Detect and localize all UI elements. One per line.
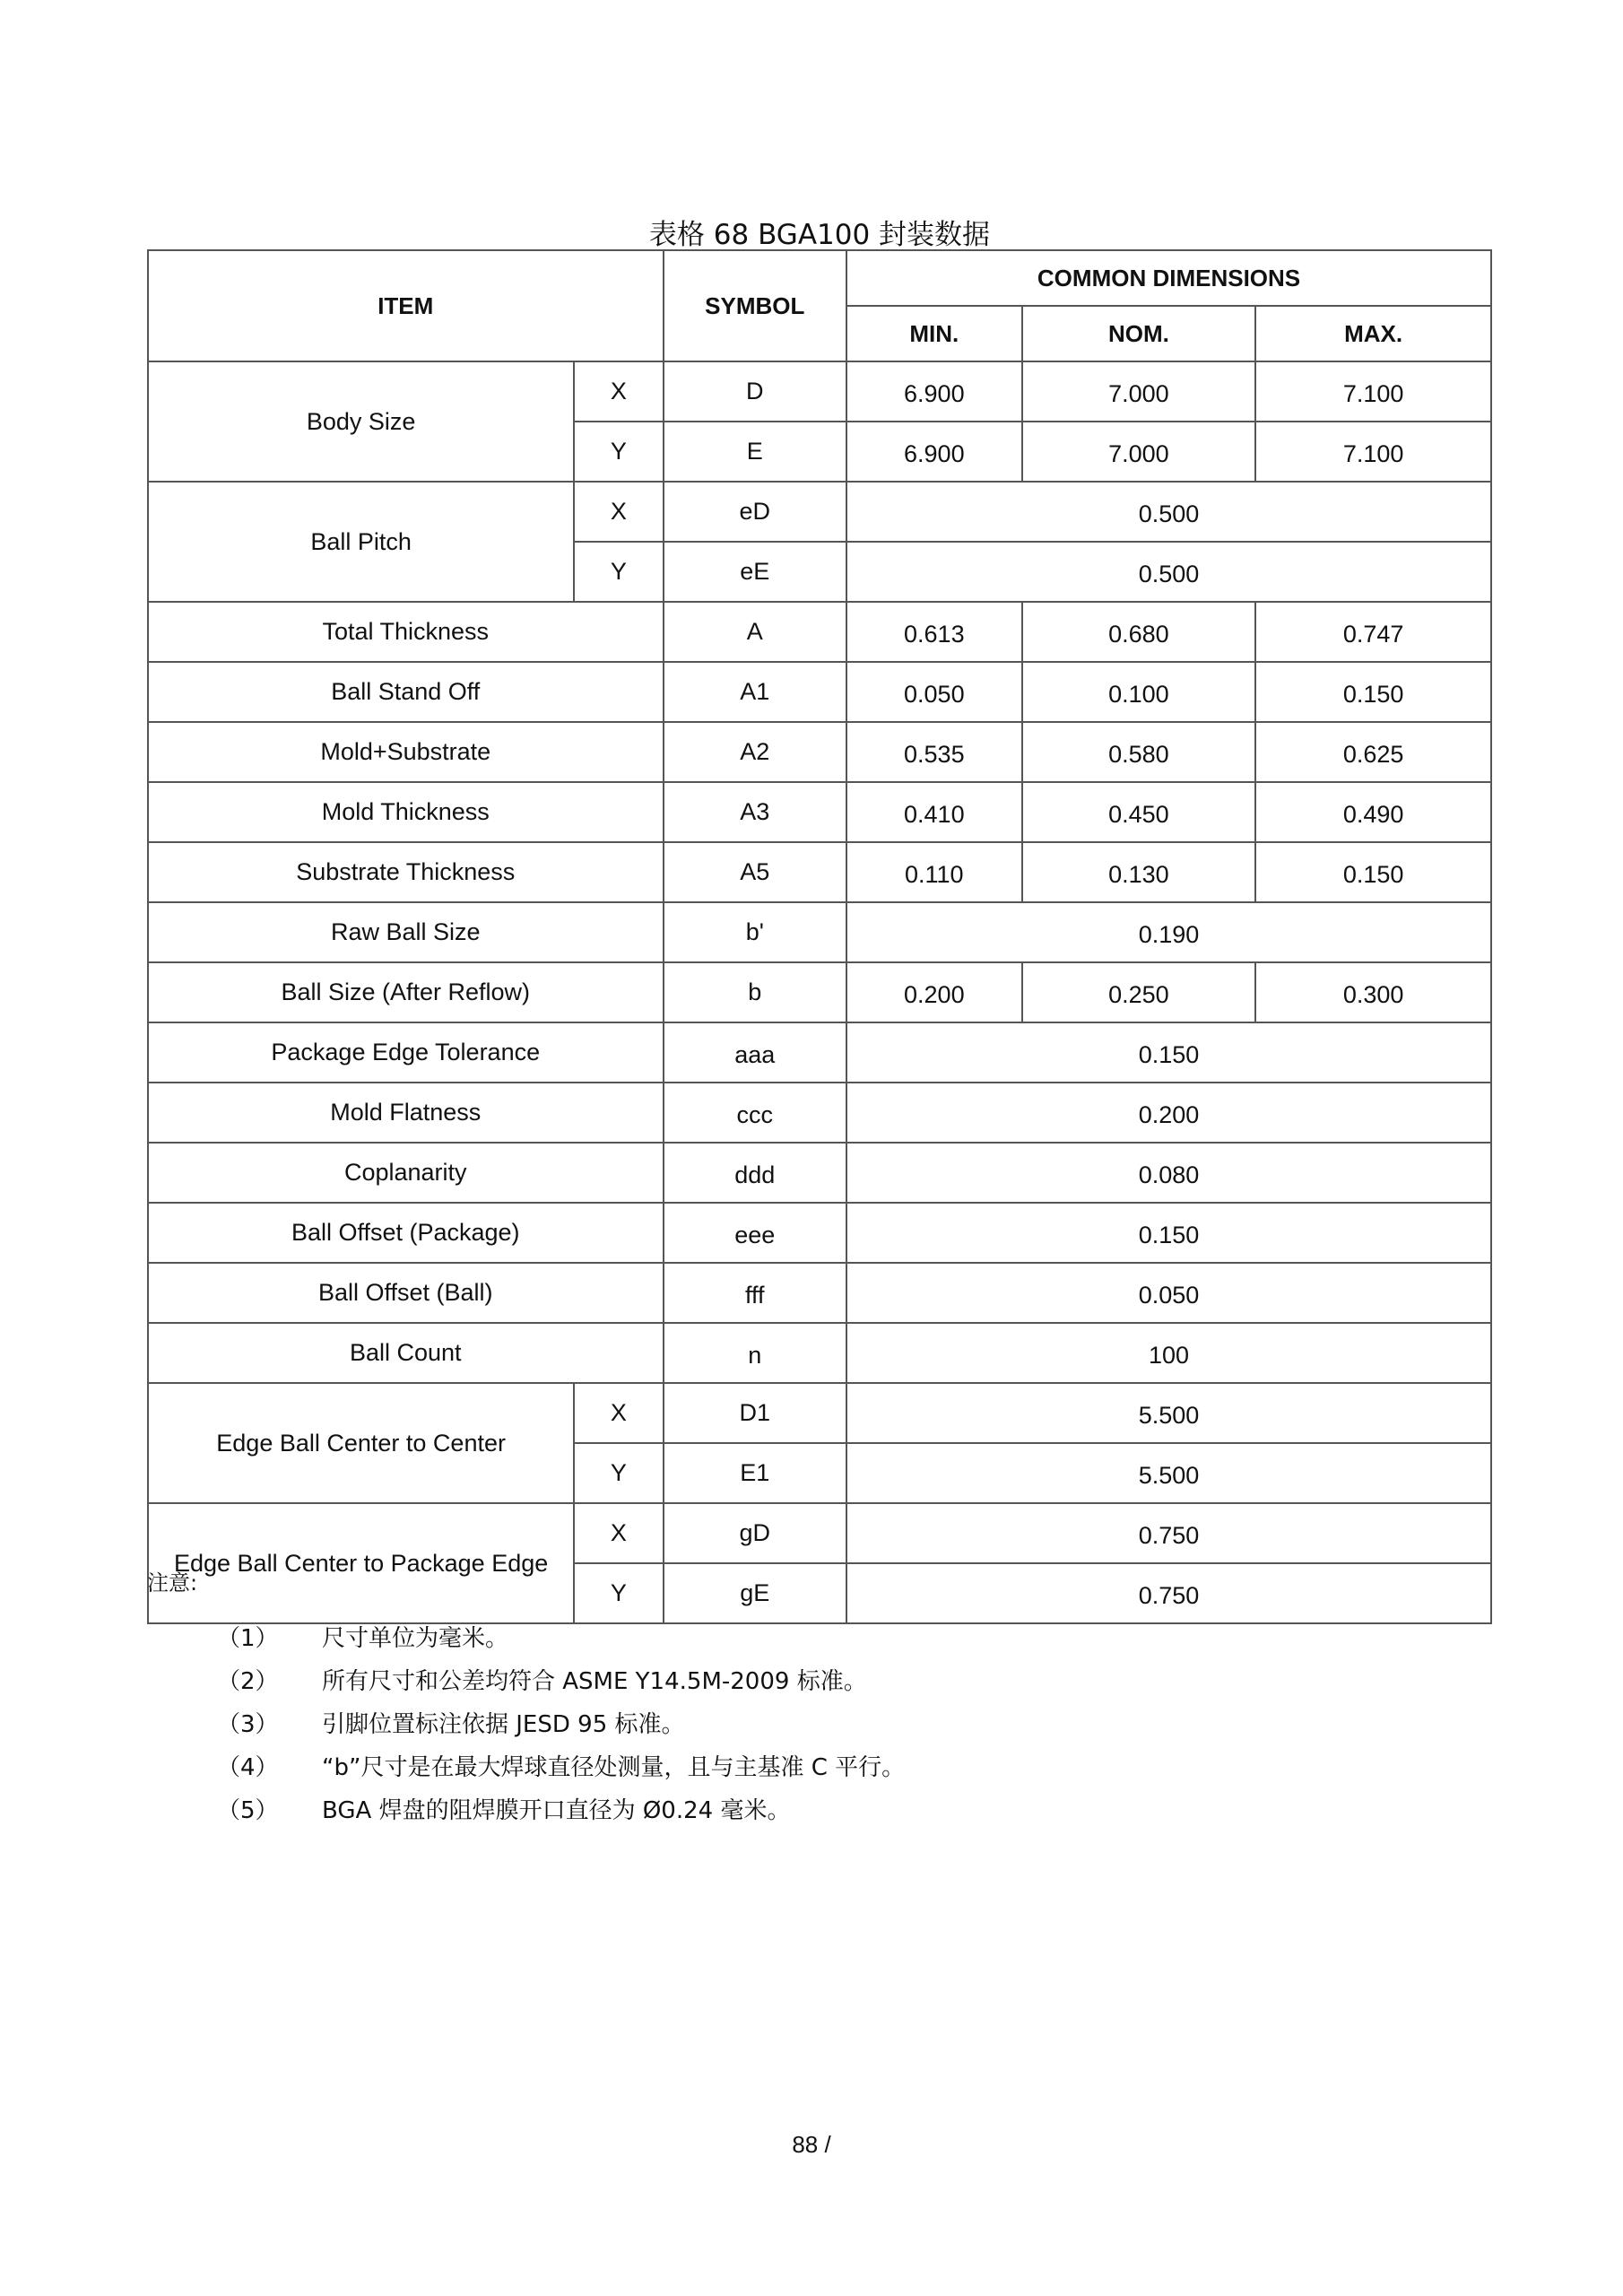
axis-cell: X — [574, 1383, 663, 1443]
symbol-cell: A3 — [664, 782, 847, 842]
axis-cell: X — [574, 1503, 663, 1563]
header-item: ITEM — [148, 250, 664, 361]
max-cell: 7.100 — [1255, 361, 1491, 422]
value-cell: 100 — [846, 1323, 1491, 1383]
table-row — [148, 1503, 1491, 1563]
item-cell: Ball Size (After Reflow) — [148, 962, 664, 1022]
symbol-cell: A1 — [664, 662, 847, 722]
table-row — [148, 482, 1491, 542]
axis-cell: X — [574, 361, 663, 422]
item-cell: Mold+Substrate — [148, 722, 664, 782]
symbol-cell: D1 — [664, 1383, 847, 1443]
max-cell: 0.300 — [1255, 962, 1491, 1022]
table-row — [148, 1323, 1491, 1383]
axis-cell: Y — [574, 422, 663, 482]
table-row — [148, 1383, 1491, 1443]
item-cell: Ball Offset (Package) — [148, 1203, 664, 1263]
note-item — [147, 1787, 905, 1830]
table-row — [148, 1083, 1491, 1143]
table-caption: 表格 68 BGA100 封装数据 — [648, 219, 991, 251]
axis-cell: Y — [574, 1443, 663, 1503]
nom-cell: 7.000 — [1022, 361, 1256, 422]
axis-cell: X — [574, 482, 663, 542]
max-cell: 0.490 — [1255, 782, 1491, 842]
item-cell: Mold Thickness — [148, 782, 664, 842]
table-row — [148, 1263, 1491, 1323]
table-row — [148, 602, 1491, 662]
symbol-cell: b' — [664, 902, 847, 962]
note-text: 所有尺寸和公差均符合 ASME Y14.5M-2009 标准。 — [322, 1667, 867, 1695]
symbol-cell: b — [664, 962, 847, 1022]
value-cell: 0.500 — [846, 542, 1491, 602]
value-cell: 0.750 — [846, 1563, 1491, 1623]
max-cell: 0.747 — [1255, 602, 1491, 662]
page-number: 88 / — [792, 2131, 831, 2158]
note-item — [147, 1614, 905, 1657]
min-cell: 0.410 — [846, 782, 1022, 842]
min-cell: 6.900 — [846, 361, 1022, 422]
note-number: （1） — [217, 1624, 279, 1652]
symbol-cell: ddd — [664, 1143, 847, 1203]
item-cell: Package Edge Tolerance — [148, 1022, 664, 1083]
table-row — [148, 1143, 1491, 1203]
symbol-cell: n — [664, 1323, 847, 1383]
nom-cell: 0.250 — [1022, 962, 1256, 1022]
value-cell: 0.200 — [846, 1083, 1491, 1143]
note-number: （4） — [217, 1753, 279, 1781]
symbol-cell: eE — [664, 542, 847, 602]
symbol-cell: A2 — [664, 722, 847, 782]
max-cell: 0.625 — [1255, 722, 1491, 782]
symbol-cell: eee — [664, 1203, 847, 1263]
header-min: MIN. — [846, 306, 1022, 361]
max-cell: 0.150 — [1255, 662, 1491, 722]
symbol-cell: ccc — [664, 1083, 847, 1143]
note-number: （3） — [217, 1710, 279, 1738]
symbol-cell: gE — [664, 1563, 847, 1623]
header-common-dimensions: COMMON DIMENSIONS — [846, 250, 1491, 306]
max-cell: 0.150 — [1255, 842, 1491, 902]
nom-cell: 0.130 — [1022, 842, 1256, 902]
min-cell: 0.535 — [846, 722, 1022, 782]
item-cell: Total Thickness — [148, 602, 664, 662]
value-cell: 0.750 — [846, 1503, 1491, 1563]
value-cell: 0.500 — [846, 482, 1491, 542]
note-item — [147, 1700, 905, 1744]
max-cell: 7.100 — [1255, 422, 1491, 482]
note-text: 尺寸单位为毫米。 — [322, 1624, 509, 1652]
symbol-cell: aaa — [664, 1022, 847, 1083]
value-cell: 0.080 — [846, 1143, 1491, 1203]
symbol-cell: eD — [664, 482, 847, 542]
item-cell: Ball Offset (Ball) — [148, 1263, 664, 1323]
note-number: （5） — [217, 1796, 279, 1824]
header-nom: NOM. — [1022, 306, 1256, 361]
value-cell: 5.500 — [846, 1383, 1491, 1443]
note-text: 引脚位置标注依据 JESD 95 标准。 — [322, 1710, 685, 1738]
header-max: MAX. — [1255, 306, 1491, 361]
note-item — [147, 1657, 905, 1700]
table-row — [148, 722, 1491, 782]
value-cell: 0.150 — [846, 1022, 1491, 1083]
table-row — [148, 1022, 1491, 1083]
header-symbol: SYMBOL — [664, 250, 847, 361]
min-cell: 0.110 — [846, 842, 1022, 902]
symbol-cell: E1 — [664, 1443, 847, 1503]
item-cell: Edge Ball Center to Package Edge — [148, 1503, 574, 1623]
value-cell: 0.190 — [846, 902, 1491, 962]
min-cell: 0.200 — [846, 962, 1022, 1022]
item-cell: Substrate Thickness — [148, 842, 664, 902]
dimensions-table — [147, 249, 1492, 1624]
nom-cell: 0.580 — [1022, 722, 1256, 782]
axis-cell: Y — [574, 542, 663, 602]
item-cell: Ball Pitch — [148, 482, 574, 602]
item-cell: Raw Ball Size — [148, 902, 664, 962]
item-cell: Ball Stand Off — [148, 662, 664, 722]
value-cell: 5.500 — [846, 1443, 1491, 1503]
item-cell: Ball Count — [148, 1323, 664, 1383]
nom-cell: 0.450 — [1022, 782, 1256, 842]
nom-cell: 7.000 — [1022, 422, 1256, 482]
note-number: （2） — [217, 1667, 279, 1695]
note-item — [147, 1744, 905, 1787]
note-text: “b”尺寸是在最大焊球直径处测量，且与主基准 C 平行。 — [322, 1753, 906, 1781]
item-cell: Body Size — [148, 361, 574, 482]
item-cell: Coplanarity — [148, 1143, 664, 1203]
symbol-cell: fff — [664, 1263, 847, 1323]
notes-section — [147, 1565, 905, 1830]
table-row — [148, 962, 1491, 1022]
min-cell: 0.050 — [846, 662, 1022, 722]
nom-cell: 0.680 — [1022, 602, 1256, 662]
axis-cell: Y — [574, 1563, 663, 1623]
symbol-cell: D — [664, 361, 847, 422]
symbol-cell: A5 — [664, 842, 847, 902]
value-cell: 0.050 — [846, 1263, 1491, 1323]
table-row — [148, 782, 1491, 842]
nom-cell: 0.100 — [1022, 662, 1256, 722]
table-row — [148, 842, 1491, 902]
table-row — [148, 662, 1491, 722]
min-cell: 6.900 — [846, 422, 1022, 482]
table-row — [148, 902, 1491, 962]
min-cell: 0.613 — [846, 602, 1022, 662]
notes-title: 注意: — [147, 1570, 198, 1596]
note-text: BGA 焊盘的阻焊膜开口直径为 Ø0.24 毫米。 — [322, 1796, 791, 1824]
symbol-cell: gD — [664, 1503, 847, 1563]
table-row — [148, 361, 1491, 422]
table-row — [148, 1203, 1491, 1263]
item-cell: Edge Ball Center to Center — [148, 1383, 574, 1503]
symbol-cell: A — [664, 602, 847, 662]
value-cell: 0.150 — [846, 1203, 1491, 1263]
symbol-cell: E — [664, 422, 847, 482]
item-cell: Mold Flatness — [148, 1083, 664, 1143]
